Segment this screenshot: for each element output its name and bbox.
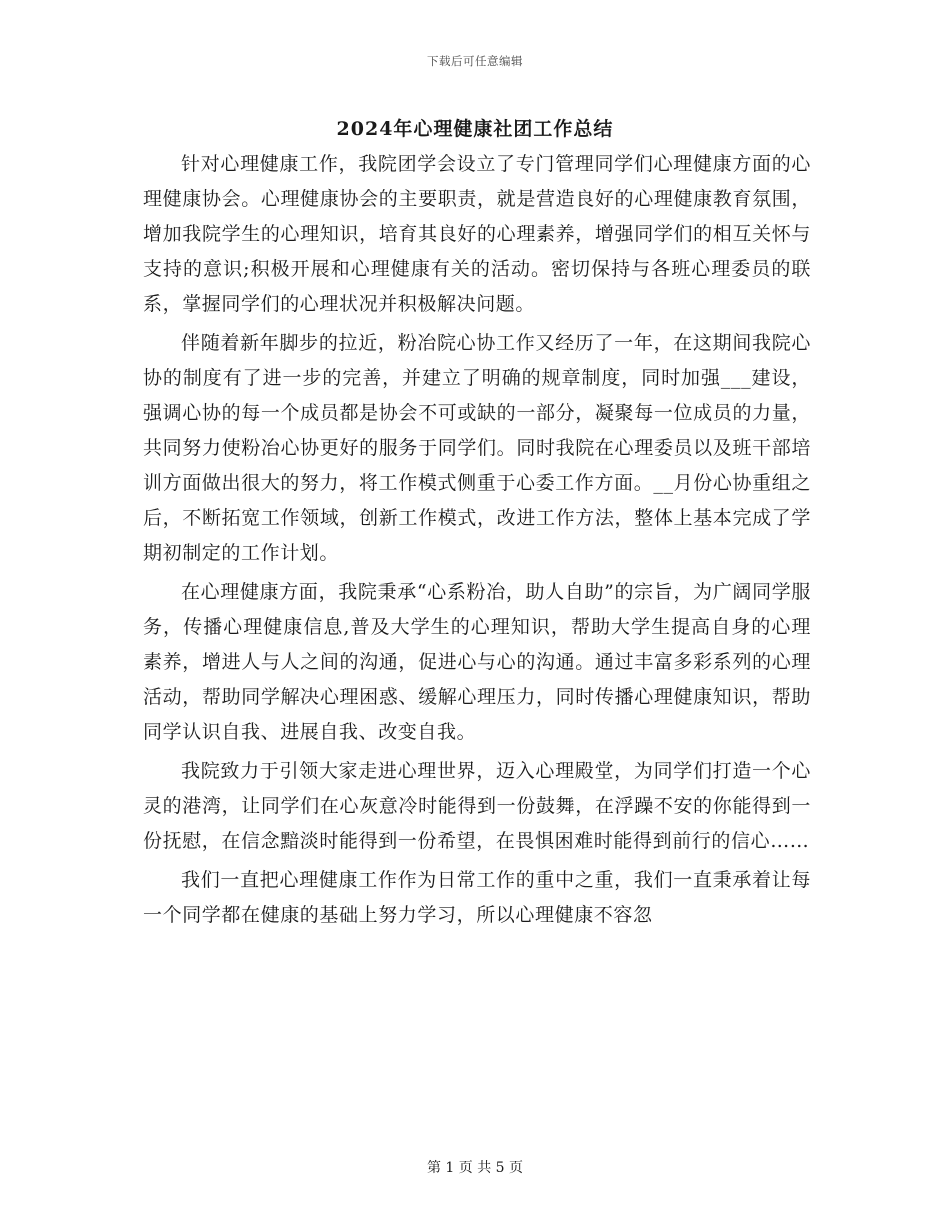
paragraph-4: 我院致力于引领大家走进心理世界，迈入心理殿堂，为同学们打造一个心灵的港湾，让同学们在心灰意冷时能得到一份鼓舞，在浮躁不安的你能得到一份抚慰，在信念黯淡时能得到一份希望，在畏惧困难时能得到前行的信心…… [143,760,811,852]
paragraph-2: 伴随着新年脚步的拉近，粉冶院心协工作又经历了一年，在这期间我院心协的制度有了进一步的完善，并建立了明确的规章制度，同时加强___建设，强调心协的每一个成员都是协会不可或缺的一部分，凝聚每一位成员的力量，共同努力使粉冶心协更好的服务于同学们。同时我院在心理委员以及班干部培训方面做出很大的努力，将工作模式侧重于心委工作方面。__月份心协重组之后，不断拓宽工作领域，创新工作模式，改进工作方法，整体上基本完成了学期初制定的工作计划。 [143,332,811,564]
document-title: 2024年心理健康社团工作总结 [336,118,614,140]
paragraph-1: 针对心理健康工作，我院团学会设立了专门管理同学们心理健康方面的心理健康协会。心理健康协会的主要职责，就是营造良好的心理健康教育氛围，增加我院学生的心理知识，培育其良好的心理素养，增强同学们的相互关怀与支持的意识;积极开展和心理健康有关的活动。密切保持与各班心理委员的联系，掌握同学们的心理状况并积极解决问题。 [143,153,811,315]
paragraph-3: 在心理健康方面，我院秉承“心系粉冶，助人自助”的宗旨，为广阔同学服务，传播心理健康信息,普及大学生的心理知识，帮助大学生提高自身的心理素养，增进人与人之间的沟通，促进心与心的沟通。通过丰富多彩系列的心理活动，帮助同学解决心理困惑、缓解心理压力，同时传播心理健康知识，帮助同学认识自我、进展自我、改变自我。 [143,581,811,743]
document-body [143,147,811,937]
page-number-footer: 第 1 页 共 5 页 [426,1160,524,1176]
paragraph-5: 我们一直把心理健康工作作为日常工作的重中之重，我们一直秉承着让每一个同学都在健康的基础上努力学习，所以心理健康不容忽 [143,869,811,926]
header-note: 下载后可任意编辑 [427,54,523,68]
